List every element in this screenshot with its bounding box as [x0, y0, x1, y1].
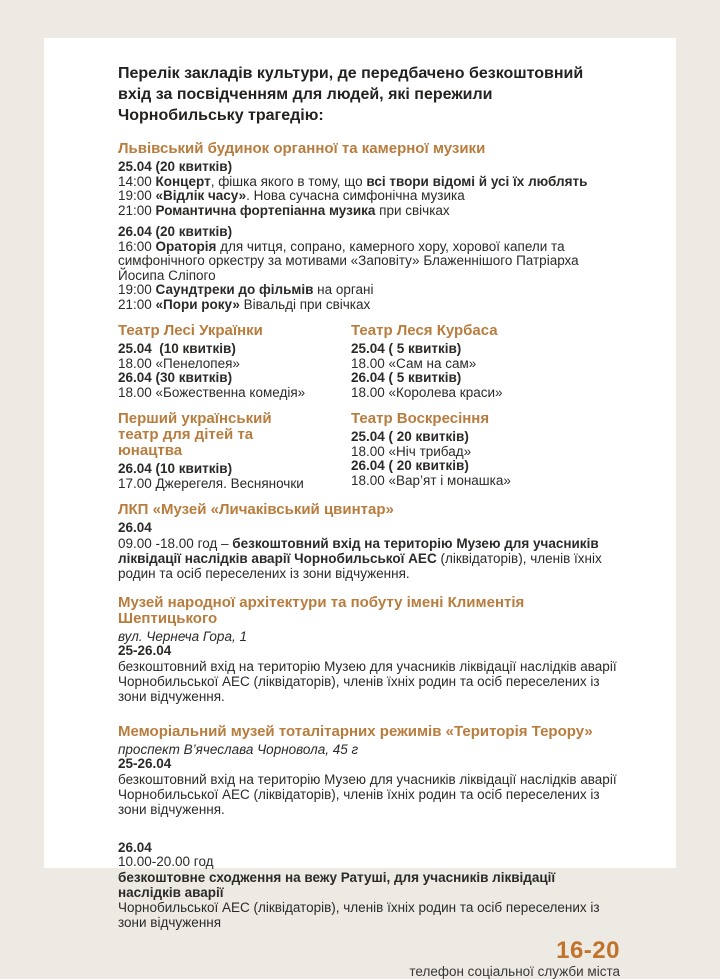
info-paragraph: Чорнобильської АЕС (ліквідаторів), членів їхніх родин та осіб переселених із зони відчуження [118, 899, 600, 930]
section-voskresinnia-theatre [351, 411, 620, 491]
footer-phone-number: 16-20 [556, 936, 620, 964]
event-line: 18.00 «Сам на сам» [351, 355, 477, 371]
text-run: безкоштовне сходження на вежу Ратуші, для учасників ліквідації наслідків аварії [118, 869, 556, 900]
address-line: проспект В’ячеслава Чорновола, 45 г [118, 741, 359, 757]
section-ukrainka-theatre [118, 323, 351, 400]
section-organ-house [118, 141, 620, 312]
date-line: 25.04 ( 5 квитків) [351, 341, 462, 356]
text-run: 19:00 [118, 282, 156, 297]
text-run: 14:00 [118, 173, 156, 189]
venue-title-kurbas: Театр Леся Курбаса [351, 322, 498, 339]
text-run: при свічках [375, 202, 450, 218]
venue-title-ukrainka: Театр Лесі Українки [118, 322, 263, 339]
text-run: Ораторія [155, 238, 217, 254]
event-line [118, 175, 620, 190]
venue-title-voskresinnia: Театр Воскресіння [351, 410, 490, 427]
section-lychakiv-museum [118, 502, 620, 581]
day-block [118, 225, 620, 312]
event-line: 18.00 «Ніч трибад» [351, 443, 472, 459]
theatre-columns-1 [118, 323, 620, 400]
text-run: Саундтреки до фільмів [155, 282, 314, 297]
text-run: Концерт [155, 173, 211, 189]
event-line [118, 240, 620, 284]
section-town-hall [118, 841, 620, 930]
event-line: 18.00 «Божественна комедія» [118, 384, 306, 400]
venue-title-youth: Перший український театр для дітей та юнацтва [118, 410, 272, 459]
text-run: 09.00 -18.00 год – [118, 535, 233, 551]
text-run: 21:00 [118, 202, 156, 218]
section-sheptytsky-museum [118, 595, 620, 704]
event-line [118, 298, 620, 313]
event-line: 18.00 «Королева краси» [351, 384, 503, 400]
event-line [118, 283, 620, 298]
venue-title-sheptytsky: Музей народної архітектури та побуту імені Климентія Шептицького [118, 593, 525, 627]
date-line: 25.04 (20 квитків) [118, 159, 233, 174]
section-terror-museum [118, 724, 620, 817]
venue-title-terror: Меморіальний музей тоталітарних режимів «Територія Терору» [118, 722, 593, 740]
address-line: вул. Чернеча Гора, 1 [118, 628, 247, 644]
theatre-columns-2 [118, 411, 620, 491]
text-run: 21:00 [118, 296, 156, 312]
date-line: 26.04 [118, 839, 152, 855]
text-run: . Нова сучасна симфонічна музика [246, 188, 465, 203]
date-line: 26.04 ( 5 квитків) [351, 370, 462, 385]
section-youth-theatre [118, 411, 351, 491]
date-line: 26.04 (30 квитків) [118, 370, 233, 385]
date-line: 25-26.04 [118, 643, 172, 658]
text-run: 19:00 [118, 188, 156, 203]
info-paragraph: безкоштовний вхід на територію Музею для учасників ліквідації наслідків аварії Чорнобильської АЕС (ліквідаторів), членів їхніх родин та осіб переселених із зони відчуження. [118, 658, 617, 704]
text-run: Романтична фортепіанна музика [155, 202, 376, 218]
text-run: , фішка якого в тому, що [210, 173, 367, 189]
event-line: 17.00 Джерегеля. Весняночки [118, 475, 304, 491]
footer [118, 938, 620, 979]
date-line: 26.04 ( 20 квитків) [351, 458, 469, 473]
event-line [118, 189, 620, 204]
date-line: 26.04 (20 квитків) [118, 224, 233, 239]
date-line: 26.04 (10 квитків) [118, 461, 233, 476]
event-line [118, 204, 620, 219]
date-line: 25.04 ( 20 квитків) [351, 429, 469, 444]
venue-title-lychakiv: ЛКП «Музей «Личаківський цвинтар» [118, 501, 394, 518]
text-run: для читця, сопрано, камерного хору, хорової капели та симфонічного оркестру за мотивами «Заповіту» Блаженнішого Патріарха Йосипа Сліпого [118, 238, 579, 283]
text-run: (ліквідаторів), членів їхніх родин та осіб переселених із зони відчуження. [118, 550, 602, 581]
text-run: безкоштовний вхід на територію Музею для учасників ліквідації наслідків аварії Чорнобильської АЕС [118, 535, 599, 566]
event-line: 18.00 «Вар’ят і монашка» [351, 472, 511, 488]
venue-title-organ-house: Львівський будинок органної та камерної музики [118, 140, 486, 157]
hours-line: 10.00-20.00 год [118, 854, 214, 869]
page-title: Перелік закладів культури, де передбачено безкоштовний вхід за посвідченням для людей, які пережили Чорнобильську трагедію: [118, 65, 584, 124]
flyer-card [44, 38, 676, 979]
date-line: 25.04 (10 квитків) [118, 341, 236, 356]
text-run: Вівальді при свічках [239, 296, 371, 312]
date-line: 25-26.04 [118, 756, 172, 771]
event-line: 18.00 «Пенелопея» [118, 355, 240, 371]
text-run: 16:00 [118, 238, 156, 254]
section-kurbas-theatre [351, 323, 620, 400]
date-line: 26.04 [118, 520, 152, 535]
text-run: «Пори року» [155, 296, 240, 312]
info-paragraph [118, 536, 620, 581]
text-run: «Відлік часу» [155, 188, 247, 203]
text-run: на органі [313, 282, 374, 297]
text-run: всі твори відомі й усі їх люблять [366, 173, 588, 189]
info-paragraph: безкоштовний вхід на територію Музею для учасників ліквідації наслідків аварії Чорнобильської АЕС (ліквідаторів), членів їхніх родин та осіб переселених із зони відчуження. [118, 771, 617, 817]
info-paragraph [118, 870, 620, 900]
footer-phone-caption: телефон соціальної служби міста [409, 963, 620, 979]
